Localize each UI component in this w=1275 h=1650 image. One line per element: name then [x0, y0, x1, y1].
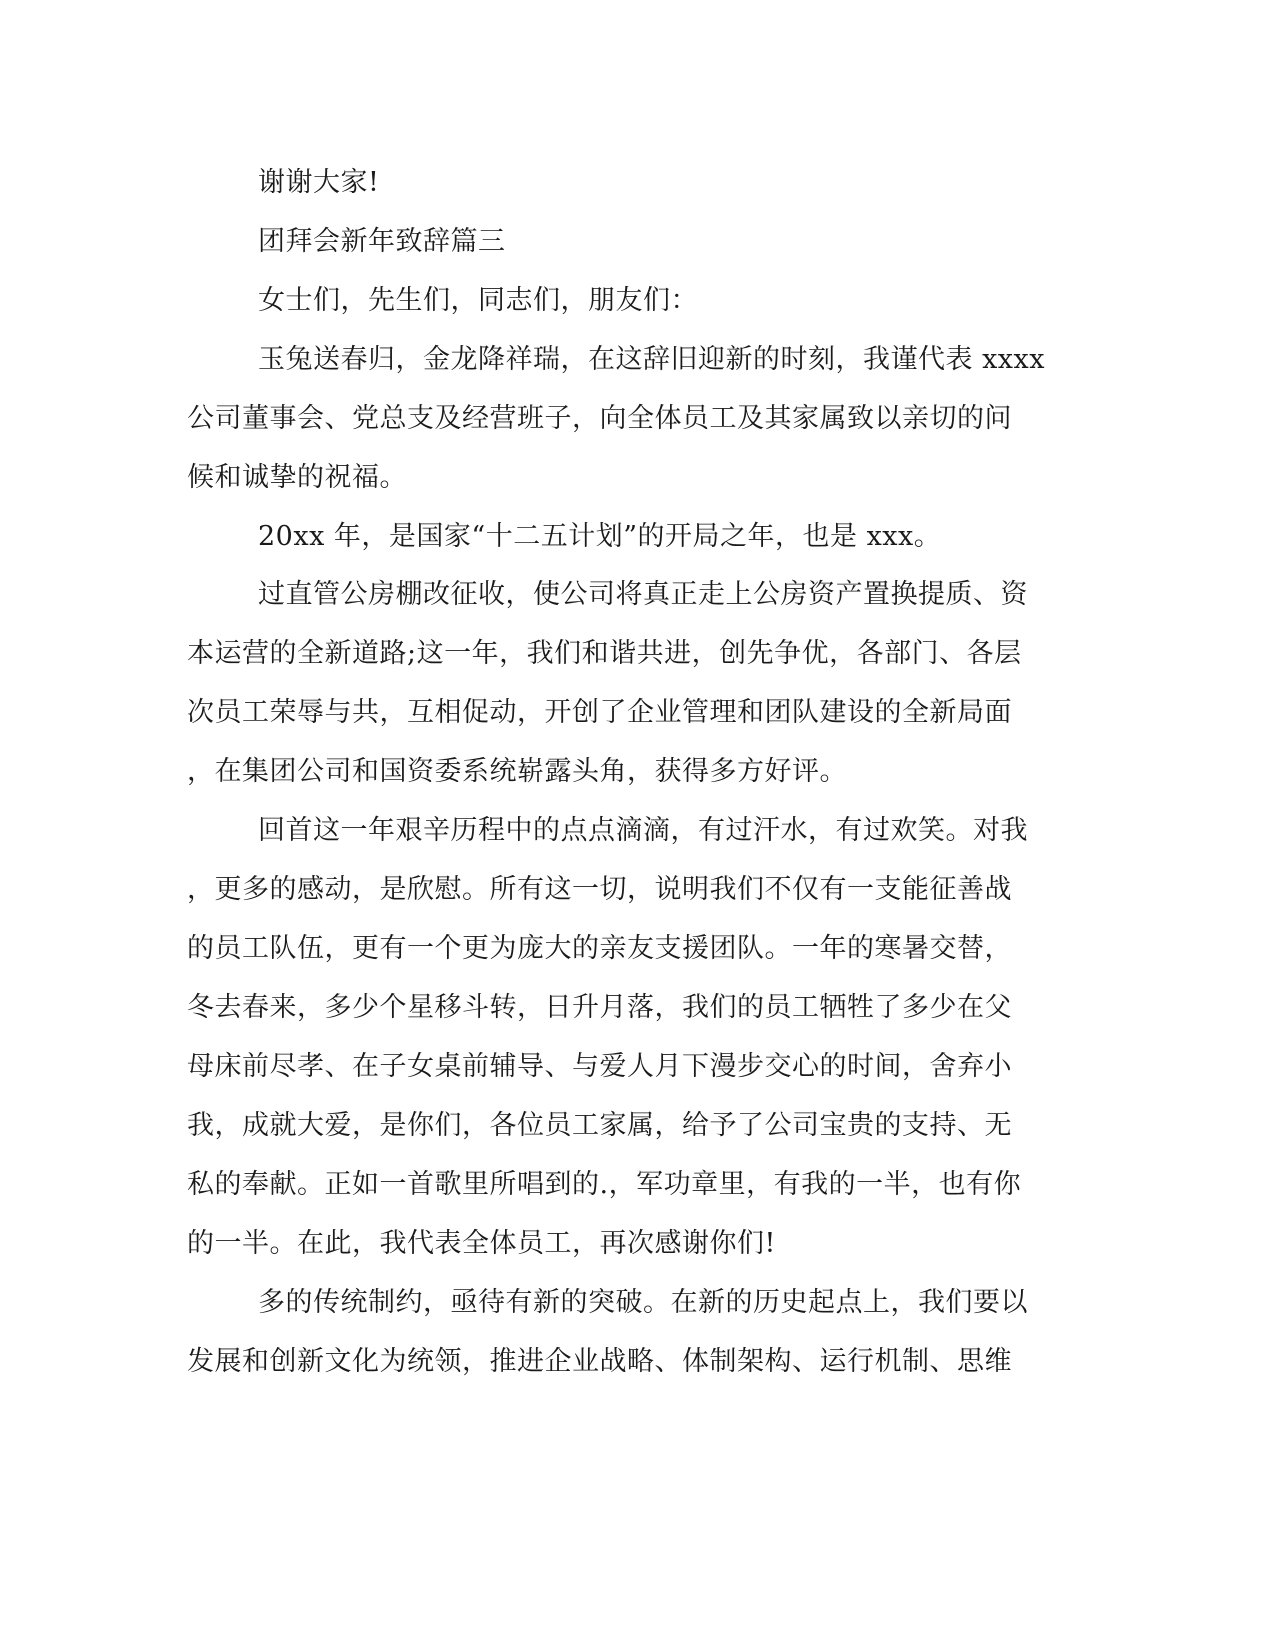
paragraph-line: 母床前尽孝、在子女桌前辅导、与爱人月下漫步交心的时间，舍弃小: [187, 1051, 1012, 1082]
paragraph-line: 次员工荣辱与共，互相促动，开创了企业管理和团队建设的全新局面: [187, 697, 1012, 728]
paragraph-line: 我，成就大爱，是你们，各位员工家属，给予了公司宝贵的支持、无: [187, 1110, 1012, 1141]
paragraph-line: 多的传统制约，亟待有新的突破。在新的历史起点上，我们要以: [258, 1287, 1028, 1318]
paragraph-line: 本运营的全新道路;这一年，我们和谐共进，创先争优，各部门、各层: [187, 638, 1022, 669]
paragraph-line: 发展和创新文化为统领，推进企业战略、体制架构、运行机制、思维: [187, 1346, 1012, 1377]
paragraph-line: ，在集团公司和国资委系统崭露头角，获得多方好评。: [187, 756, 847, 787]
paragraph-line: 的员工队伍，更有一个更为庞大的亲友支援团队。一年的寒暑交替，: [187, 933, 1012, 964]
closing-thanks: 谢谢大家!: [258, 167, 380, 198]
paragraph-line: 公司董事会、党总支及经营班子，向全体员工及其家属致以亲切的问: [187, 403, 1012, 434]
paragraph-line: 的一半。在此，我代表全体员工，再次感谢你们!: [187, 1228, 776, 1259]
section-title: 团拜会新年致辞篇三: [258, 226, 506, 257]
paragraph-line: 过直管公房棚改征收，使公司将真正走上公房资产置换提质、资: [258, 579, 1028, 610]
salutation: 女士们，先生们，同志们，朋友们：: [258, 285, 698, 316]
paragraph-line: 候和诚挚的祝福。: [187, 462, 407, 493]
paragraph-line: ，更多的感动，是欣慰。所有这一切，说明我们不仅有一支能征善战: [187, 874, 1012, 905]
paragraph-line: 回首这一年艰辛历程中的点点滴滴，有过汗水，有过欢笑。对我: [258, 815, 1028, 846]
paragraph-line: 玉兔送春归，金龙降祥瑞，在这辞旧迎新的时刻，我谨代表 xxxx: [258, 344, 1045, 375]
paragraph-line: 20xx 年，是国家“十二五计划”的开局之年，也是 xxx。: [258, 521, 942, 552]
paragraph-line: 冬去春来，多少个星移斗转，日升月落，我们的员工牺牲了多少在父: [187, 992, 1012, 1023]
paragraph-line: 私的奉献。正如一首歌里所唱到的.，军功章里，有我的一半，也有你: [187, 1169, 1022, 1200]
